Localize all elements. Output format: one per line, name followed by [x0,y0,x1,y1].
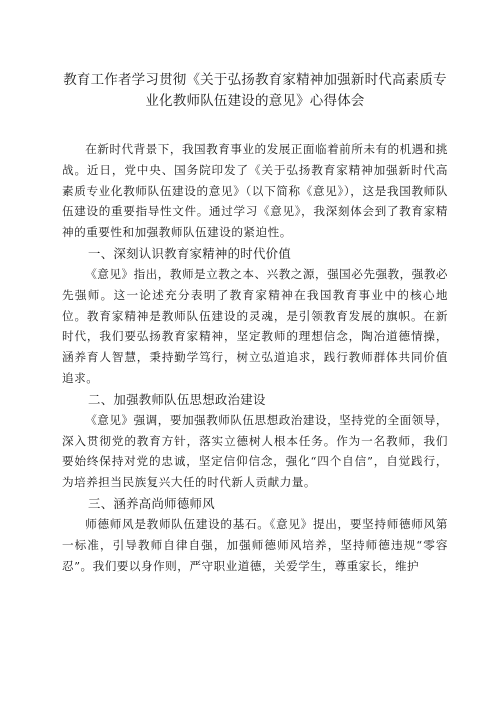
document-title: 教育工作者学习贯彻《关于弘扬教育家精神加强新时代高素质专业化教师队伍建设的意见》心得体会 [63,72,447,109]
section-heading-3: 三、涵养高尚师德师风 [88,495,215,511]
intro-paragraph: 在新时代背景下，我国教育事业的发展正面临着前所未有的机遇和挑战。近日，党中央、国务院印发了《关于弘扬教育家精神加强新时代高素质专业化教师队伍建设的意见》（以下简称《意见》），这是我国教师队伍建设的重要指导性文件。通过学习《意见》，我深刻体会到了教育家精神的重要性和加强教师队伍建设的紧迫性。 [62,142,449,240]
section-1-paragraph: 《意见》指出，教师是立教之本、兴教之源，强国必先强教，强教必先强师。这一论述充分表明了教育家精神在我国教育事业中的核心地位。教育家精神是教师队伍建设的灵魂，是引领教育发展的旗帜。在新时代，我们要弘扬教育家精神，坚定教师的理想信念，陶冶道德情操，涵养育人智慧，秉持勤学笃行，树立弘道追求，践行教师群体共同价值追求。 [62,266,449,385]
document-body [62,139,448,576]
section-3-paragraph: 师德师风是教师队伍建设的基石。《意见》提出，要坚持师德师风第一标准，引导教师自律自强，加强师德师风培养，坚持师德违规“零容忍”。我们要以身作则，严守职业道德，关爱学生，尊重家长，维护 [62,516,448,573]
section-heading-2: 二、加强教师队伍思想政治建设 [88,391,266,407]
section-heading-1: 一、深刻认识教育家精神的时代价值 [88,245,292,261]
section-2-paragraph: 《意见》强调，要加强教师队伍思想政治建设，坚持党的全面领导，深入贯彻党的教育方针，落实立德树人根本任务。作为一名教师，我们要始终保持对党的忠诚，坚定信仰信念，强化“四个自信”，自觉践行，为培养担当民族复兴大任的时代新人贡献力量。 [62,412,449,490]
